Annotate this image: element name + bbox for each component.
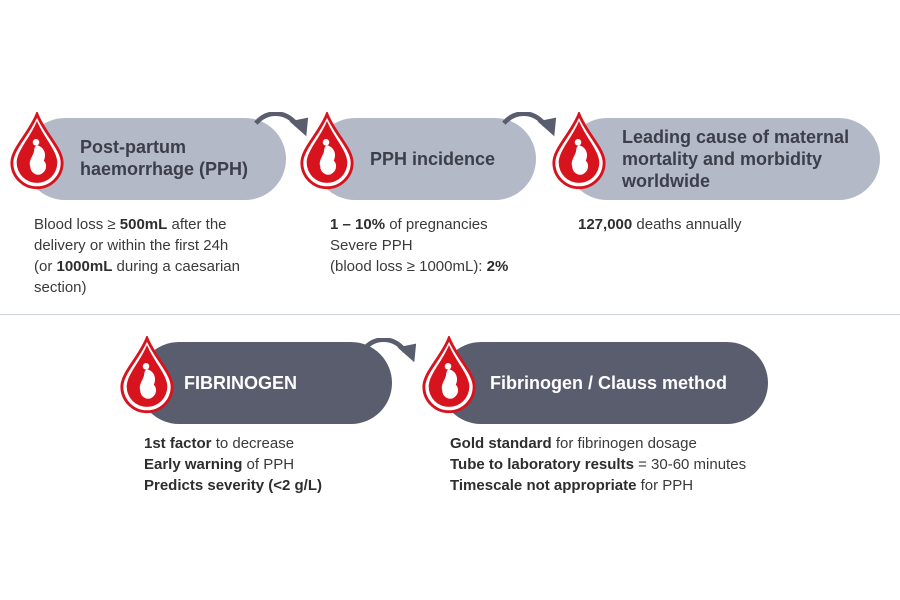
blood-drop-icon (550, 112, 608, 190)
fibrinogen-box (138, 342, 392, 424)
blood-drop-icon (118, 336, 176, 414)
fibrinogen-title: FIBRINOGEN (184, 373, 298, 393)
leading-cause-title: Leading cause of maternal mortality and morbidity worldwide (622, 127, 850, 191)
clauss-method-title: Fibrinogen / Clauss method (490, 373, 728, 393)
blood-drop-icon (298, 112, 356, 190)
leading-cause-text: 127,000 deaths annually (578, 216, 742, 233)
curved-arrow-icon (362, 338, 418, 366)
blood-drop-icon (8, 112, 66, 190)
pph-definition-text: Blood loss ≥ 500mL after the delivery or within the first 24h (or 1000mL during a caesarian section) (34, 216, 240, 296)
fibrinogen-text: 1st factor to decrease Early warning of PPH Predicts severity (<2 g/L) (144, 435, 322, 494)
clauss-method-text: Gold standard for fibrinogen dosage Tube to laboratory results = 30-60 minutes Timescale not appropriate for PPH (450, 435, 747, 494)
pph-incidence-title: PPH incidence (370, 149, 496, 169)
pph-incidence-text: 1 – 10% of pregnancies Severe PPH (blood loss ≥ 1000mL): 2% (330, 216, 509, 275)
leading-cause-box (566, 118, 880, 200)
clauss-method-box (440, 342, 768, 424)
pph-definition-title: Post-partum haemorrhage (PPH) (80, 137, 249, 179)
section-divider (0, 314, 900, 315)
blood-drop-icon (420, 336, 478, 414)
